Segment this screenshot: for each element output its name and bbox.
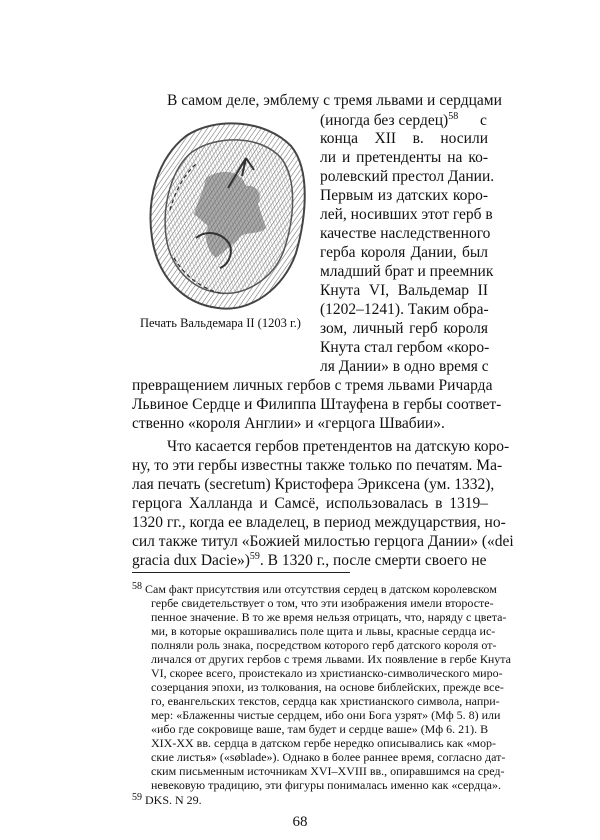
body-line: герцога Халланда и Самсё, использовалась в 1319–	[132, 495, 488, 512]
body-line: ственно «короля Англии» и «герцога Швабии».	[132, 415, 445, 432]
body-line: лая печать (secretum) Кристофера Эриксена (ум. 1332),	[132, 476, 495, 493]
body-line: В самом деле, эмблему с тремя львами и сердцами	[167, 92, 502, 109]
footnote-text-59: DKS. N 29.	[142, 793, 202, 807]
body-line: (1202–1241). Таким обра-	[320, 301, 489, 318]
body-line: конца XII в. носили	[320, 130, 488, 147]
body-line: 1320 гг., когда ее владелец, в период междуцарствия, но-	[132, 514, 506, 531]
body-line: ролевский престол Дании.	[320, 168, 495, 185]
body-line: ли и претенденты на ко-	[320, 149, 488, 166]
body-line: с	[480, 112, 487, 129]
footnote-line: VI, скорее всего, проистекало из христианско-символического миро-	[151, 666, 503, 680]
body-line: (иногда без сердец)$^{58}$	[320, 111, 459, 129]
footnote-58-line: $^{58}$ Сам факт присутствия или отсутствия сердец в датском королевском	[132, 581, 497, 596]
footnote-line: ми, в которые окрашивались поле щита и львы, красные сердца ис-	[151, 624, 496, 638]
footnote-line: гербе свидетельствует о том, что эти изображения имели второсте-	[151, 596, 494, 610]
figure-caption: Печать Вальдемара II (1203 г.)	[140, 316, 301, 330]
body-line: Что касается гербов претендентов на датскую коро-	[167, 438, 510, 455]
body-line: Кнута VI, Вальдемар II	[320, 282, 488, 299]
body-line: сил также титул «Божией милостью герцога Дании» («dei	[132, 533, 514, 550]
footnote-number-58: 58	[132, 581, 142, 592]
page-number: 68	[292, 814, 308, 830]
footnote-line: «ибо где сокровище ваше, там будет и сердце ваше» (Мф 6. 21). В	[151, 722, 489, 736]
body-line: превращением личных гербов с тремя львами Ричарда	[132, 377, 493, 394]
footnote-line: ским письменным источникам XVI–XVIII вв., опиравшимся на сред-	[151, 764, 505, 778]
body-line: gracia dux Dacie»)$^{59}$. В 1320 г., после смерти своего не	[132, 551, 487, 569]
footnote-line: полняли роль знака, посредством которого герб датского короля от-	[151, 638, 497, 652]
footnote-line: мер: «Блаженны чистые сердцем, ибо они Бога узрят» (Мф 5. 8) или	[151, 708, 501, 722]
body-line: Львиное Сердце и Филиппа Штауфена в гербы соответ-	[132, 396, 502, 413]
footnote-line: XIX-XX вв. сердца в датском гербе нередко описывались как «мор-	[151, 736, 496, 750]
footnote-line: го, евангельских текстов, сердца как христианского символа, напри-	[151, 694, 500, 708]
body-line: герба короля Дании, был	[320, 244, 488, 261]
body-line: Первым из датских коро-	[320, 187, 488, 204]
footnote-line: пенное значение. В то же время нельзя отрицать, что, наряду с цвета-	[151, 610, 507, 624]
body-line: Кнута стал гербом «коро-	[320, 339, 490, 356]
footnote-number-59: 59	[132, 792, 142, 803]
footnote-line: ские листья» («søblade»). Однако в более раннее время, согласно дат-	[151, 750, 506, 764]
seal-of-valdemar-image	[146, 118, 308, 314]
footnote-59-line	[132, 793, 202, 808]
body-line: младший брат и преемник	[320, 263, 494, 280]
body-line: ля Дании» в одно время с	[320, 358, 489, 375]
body-line: зом, личный герб короля	[320, 320, 488, 337]
body-line: ну, то эти гербы известны также только по печатям. Ма-	[132, 457, 503, 474]
body-line: лей, носивших этот герб в	[320, 206, 493, 223]
footnote-ref-59[interactable]: 59	[249, 551, 260, 562]
footnote-line: личался от других гербов с тремя львами. Их появление в гербе Кнута	[151, 652, 511, 666]
footnote-divider	[132, 572, 350, 573]
footnote-ref-58[interactable]: 58	[448, 111, 459, 122]
body-line: качестве наследственного	[320, 225, 491, 242]
footnote-line: созерцания эпохи, из толкования, на основе библейских, прежде все-	[151, 680, 504, 694]
footnote-line: невековую традицию, эти фигуры понималась именно как «сердца».	[151, 778, 501, 792]
